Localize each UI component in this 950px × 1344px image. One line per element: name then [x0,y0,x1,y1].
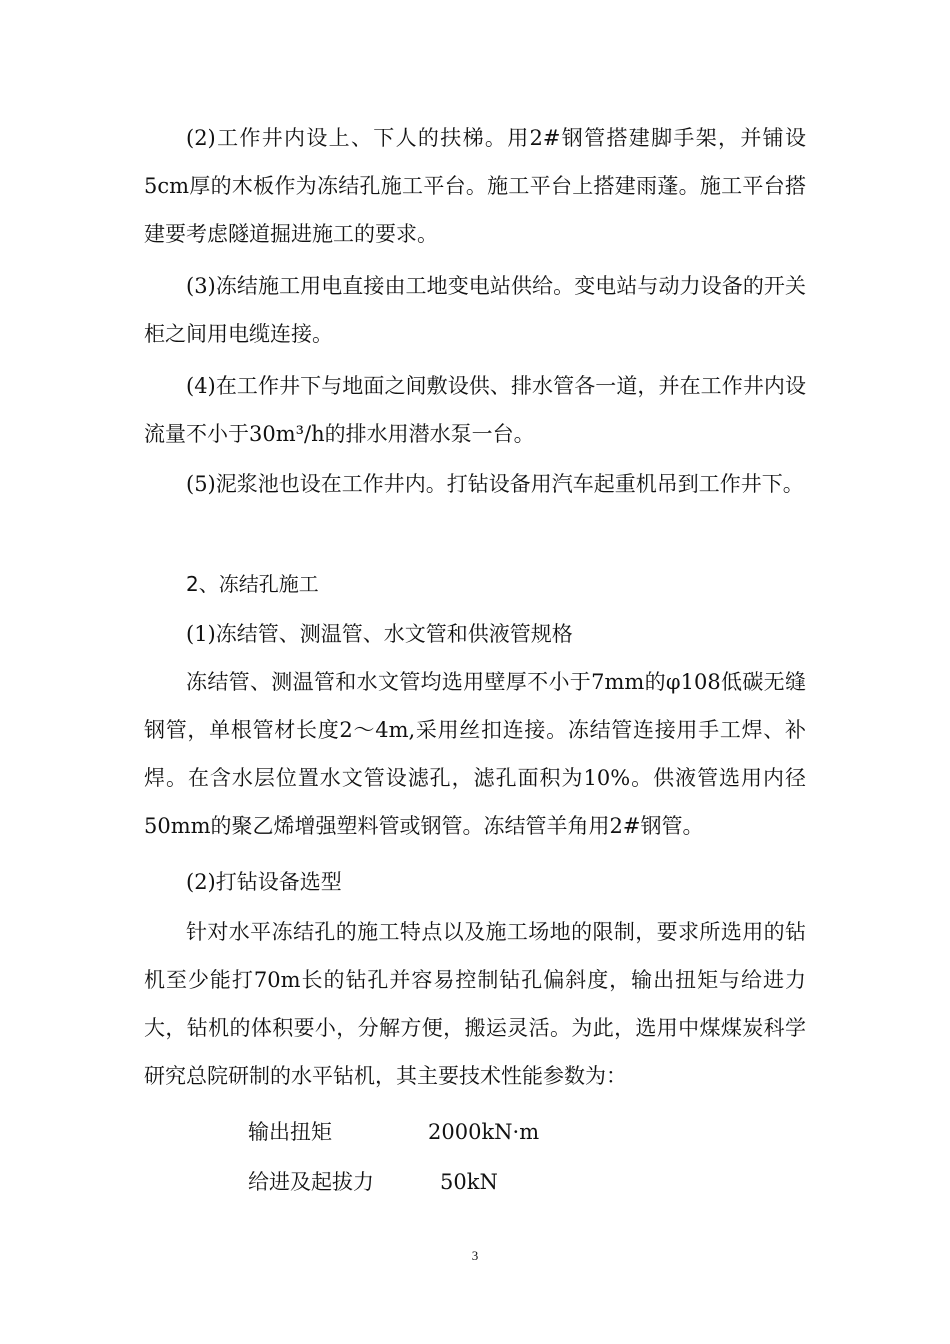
paragraph-mud-pool: (5)泥浆池也设在工作井内。打钻设备用汽车起重机吊到工作井下。 [186,472,804,496]
spec-row-torque [248,1108,539,1156]
spec-name: 给进及起拔力 [248,1170,374,1194]
spec-value: 50kN [440,1170,498,1194]
paragraph-drainage: (4)在工作井下与地面之间敷设供、排水管各一道，并在工作井内设流量不小于30m³/h的排水用潜水泵一台。 [144,374,806,446]
section-heading: 2、冻结孔施工 [186,572,319,596]
paragraph-drilling-equipment: 针对水平冻结孔的施工特点以及施工场地的限制，要求所选用的钻机至少能打70m长的钻孔并容易控制钻孔偏斜度，输出扭矩与给进力大，钻机的体积要小，分解方便，搬运灵活。为此，选用中煤煤炭科学研究总院研制的水平钻机，其主要技术性能参数为： [144,920,806,1088]
subheading-pipe-specs: (1)冻结管、测温管、水文管和供液管规格 [186,622,573,646]
paragraph-pipe-specs: 冻结管、测温管和水文管均选用壁厚不小于7mm的φ108低碳无缝钢管，单根管材长度2～4m,采用丝扣连接。冻结管连接用手工焊、补焊。在含水层位置水文管设滤孔，滤孔面积为10%。供液管选用内径50mm的聚乙烯增强塑料管或钢管。冻结管羊角用2#钢管。 [144,670,806,838]
spec-row-feed-force [248,1158,498,1206]
spec-value: 2000kN·m [428,1120,540,1144]
paragraph-power-supply: (3)冻结施工用电直接由工地变电站供给。变电站与动力设备的开关柜之间用电缆连接。 [144,274,806,346]
paragraph-work-shaft-ladder: (2)工作井内设上、下人的扶梯。用2#钢管搭建脚手架，并铺设5cm厚的木板作为冻结孔施工平台。施工平台上搭建雨蓬。施工平台搭建要考虑隧道掘进施工的要求。 [144,126,806,246]
page-number: 3 [471,1248,479,1263]
spec-name: 输出扭矩 [248,1120,332,1144]
subheading-drilling-equipment: (2)打钻设备选型 [186,870,342,894]
